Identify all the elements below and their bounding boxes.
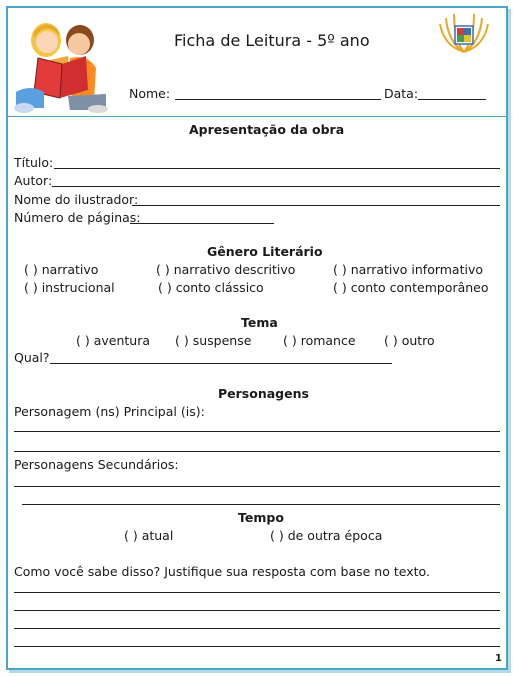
- theme-option-suspense[interactable]: ( ) suspense: [175, 333, 252, 348]
- illustrator-field[interactable]: [132, 205, 500, 206]
- date-label: Data:: [384, 86, 419, 101]
- page-count-field[interactable]: [130, 223, 274, 224]
- characters-heading: Personagens: [218, 386, 309, 401]
- theme-which-label: Qual?: [14, 350, 50, 365]
- answer-line-4[interactable]: [14, 646, 500, 647]
- genre-heading: Gênero Literário: [207, 244, 323, 259]
- answer-line-3[interactable]: [14, 628, 500, 629]
- genre-option-narrativo[interactable]: ( ) narrativo: [24, 262, 99, 277]
- presentation-heading: Apresentação da obra: [189, 122, 345, 137]
- worksheet-title: Ficha de Leitura - 5º ano: [174, 31, 370, 50]
- worksheet-page: [6, 6, 508, 670]
- genre-option-conto-contemporaneo[interactable]: ( ) conto contemporâneo: [333, 280, 489, 295]
- answer-line-1[interactable]: [14, 592, 500, 593]
- main-characters-label: Personagem (ns) Principal (is):: [14, 404, 205, 419]
- page-number: 1: [495, 653, 502, 664]
- time-option-atual[interactable]: ( ) atual: [124, 528, 174, 543]
- answer-line-2[interactable]: [14, 610, 500, 611]
- theme-heading: Tema: [241, 315, 278, 330]
- kids-reading-illustration: [10, 12, 110, 114]
- genre-option-narrativo-descritivo[interactable]: ( ) narrativo descritivo: [156, 262, 296, 277]
- justify-question: Como você sabe disso? Justifique sua resposta com base no texto.: [14, 564, 430, 579]
- main-characters-line-2[interactable]: [14, 451, 500, 452]
- time-option-outra-epoca[interactable]: ( ) de outra época: [270, 528, 383, 543]
- secondary-characters-line-2[interactable]: [22, 504, 500, 505]
- main-characters-line-1[interactable]: [14, 431, 500, 432]
- book-title-field[interactable]: [54, 168, 500, 169]
- page-count-label: Número de páginas:: [14, 210, 141, 225]
- genre-option-narrativo-informativo[interactable]: ( ) narrativo informativo: [333, 262, 484, 277]
- genre-option-conto-classico[interactable]: ( ) conto clássico: [158, 280, 264, 295]
- header-divider: [8, 116, 506, 117]
- author-label: Autor:: [14, 173, 53, 188]
- name-label: Nome:: [129, 86, 171, 101]
- author-field[interactable]: [52, 186, 500, 187]
- name-field[interactable]: [175, 99, 381, 100]
- book-title-label: Título:: [14, 155, 54, 170]
- time-heading: Tempo: [238, 510, 284, 525]
- theme-option-aventura[interactable]: ( ) aventura: [76, 333, 150, 348]
- secondary-characters-label: Personagens Secundários:: [14, 457, 179, 472]
- school-logo-icon: [436, 12, 492, 56]
- theme-which-field[interactable]: [50, 363, 392, 364]
- theme-option-romance[interactable]: ( ) romance: [283, 333, 356, 348]
- secondary-characters-line-1[interactable]: [14, 486, 500, 487]
- genre-option-instrucional[interactable]: ( ) instrucional: [24, 280, 115, 295]
- theme-option-outro[interactable]: ( ) outro: [384, 333, 435, 348]
- illustrator-label: Nome do ilustrador:: [14, 192, 139, 207]
- date-field[interactable]: [418, 99, 486, 100]
